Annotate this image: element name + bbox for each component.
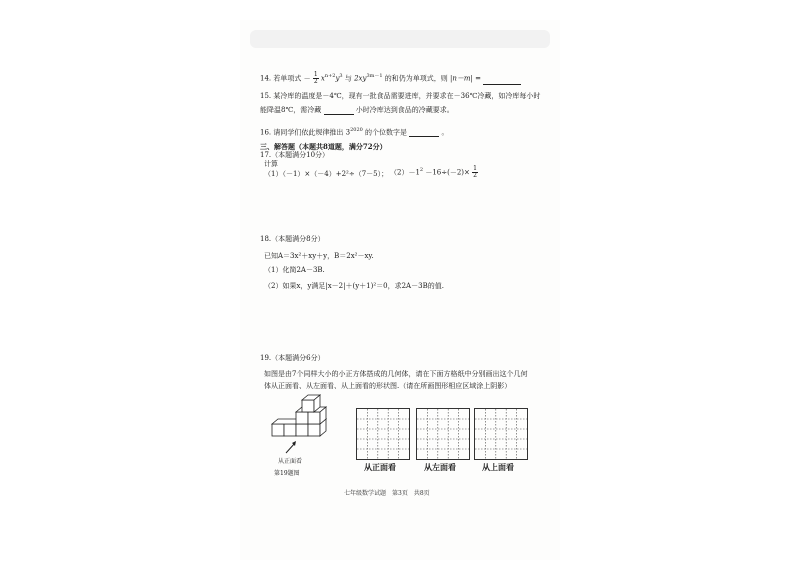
section-3-heading: 三、解答题（本题共8道题，满分72分） — [260, 142, 387, 151]
q17-fraction: $\frac{1}{2}$ — [473, 165, 477, 179]
figure-caption: 第19题图 — [274, 470, 300, 477]
q16-text-b: 的个位数字是 — [365, 128, 408, 137]
q18-header: 18.（本题满分8分） — [260, 235, 325, 243]
q14-text-before: 若单项式 — [273, 74, 302, 83]
q14-answer-blank[interactable] — [483, 77, 521, 85]
front-view-grid[interactable] — [356, 408, 410, 460]
left-view-grid[interactable] — [416, 408, 470, 460]
q14-text-after: 的和仍为单项式，则 — [384, 74, 448, 83]
dashed-grid-lines — [357, 409, 409, 459]
q17-part1: （1）（－1）×（－4）+2²÷（7－5）； — [264, 170, 389, 178]
q15-line2-a: 能降温8℃，需冷藏 — [260, 106, 322, 114]
q14-expr: |n－m| — [450, 74, 473, 83]
q14-text-mid: 与 — [344, 74, 352, 83]
q15-number: 15. — [260, 92, 272, 100]
arrow-label: 从正面看 — [278, 458, 303, 465]
dashed-grid-lines — [417, 409, 469, 459]
q15-answer-blank[interactable] — [324, 107, 354, 115]
front-view-arrow-icon — [284, 440, 298, 454]
q17-prompt: 计算 — [264, 160, 278, 168]
q16-answer-blank[interactable] — [409, 129, 439, 137]
q14-eq: = — [475, 74, 481, 83]
q19-line2: 体从正面看、从左面看、从上面看的形状图.（请在所画图形相应区域涂上阴影） — [264, 382, 512, 390]
q14-fraction: $\frac{1}{2}$ — [313, 71, 318, 85]
q19-line1: 如图是由7个同样大小的小正方体搭成的几何体，请在下面方格纸中分别画出这个几何 — [264, 370, 528, 378]
top-view-grid[interactable] — [474, 408, 528, 460]
scan-shadow — [250, 30, 550, 48]
view-label-left: 从左面看 — [424, 463, 456, 472]
view-label-top: 从上面看 — [482, 463, 514, 472]
q14-number: 14. — [260, 74, 272, 83]
q18-part2: （2）如果x，y满足|x－2|＋(y＋1)²＝0，求2A－3B的值. — [264, 282, 444, 290]
q17-header: 17.（本题满分10分） — [260, 151, 330, 159]
q14-term1: x — [320, 74, 325, 83]
question-15-line2 — [260, 106, 454, 115]
q19-header: 19.（本题满分6分） — [260, 354, 325, 362]
q15-line2-b: 小时冷库达到食品的冷藏要求。 — [355, 106, 454, 114]
q16-text-a: 请同学们依此规律推出 — [273, 128, 344, 137]
dashed-grid-lines — [475, 409, 527, 459]
view-label-front: 从正面看 — [364, 463, 396, 472]
cube-stack-figure — [268, 394, 348, 442]
question-14: 14. 若单项式 － $\frac{1}{2}$ $x^{n+2}y^3$ 与 $2xy^{3m-1}$ 的和仍为单项式，则 |n－m| = — [260, 72, 521, 85]
scanned-exam-page — [240, 20, 560, 560]
q16-power: 3 — [345, 128, 351, 137]
q17-part2: $(2)-1^2 -16\div(-2)\times$ $\frac{1}{2}$ — [390, 165, 477, 179]
q18-given: 已知A＝3x²＋xy＋y，B＝2x²－xy. — [264, 252, 374, 260]
question-16: 16. 请同学们依此规律推出 $3^{2020}$ 的个位数字是 。 — [260, 127, 449, 137]
q18-part1: （1）化简2A－3B. — [264, 266, 325, 274]
q14-term2: 2xy — [354, 74, 367, 83]
q15-line1: 某冷库的温度是－4℃，现有一批食品需要进库，并要求在－36℃冷藏，如冷库每小时 — [273, 92, 541, 100]
question-15-line1 — [260, 92, 540, 101]
page-footer: 七年级数学试题 第3页 共8页 — [344, 490, 430, 497]
q16-number: 16. — [260, 128, 272, 137]
